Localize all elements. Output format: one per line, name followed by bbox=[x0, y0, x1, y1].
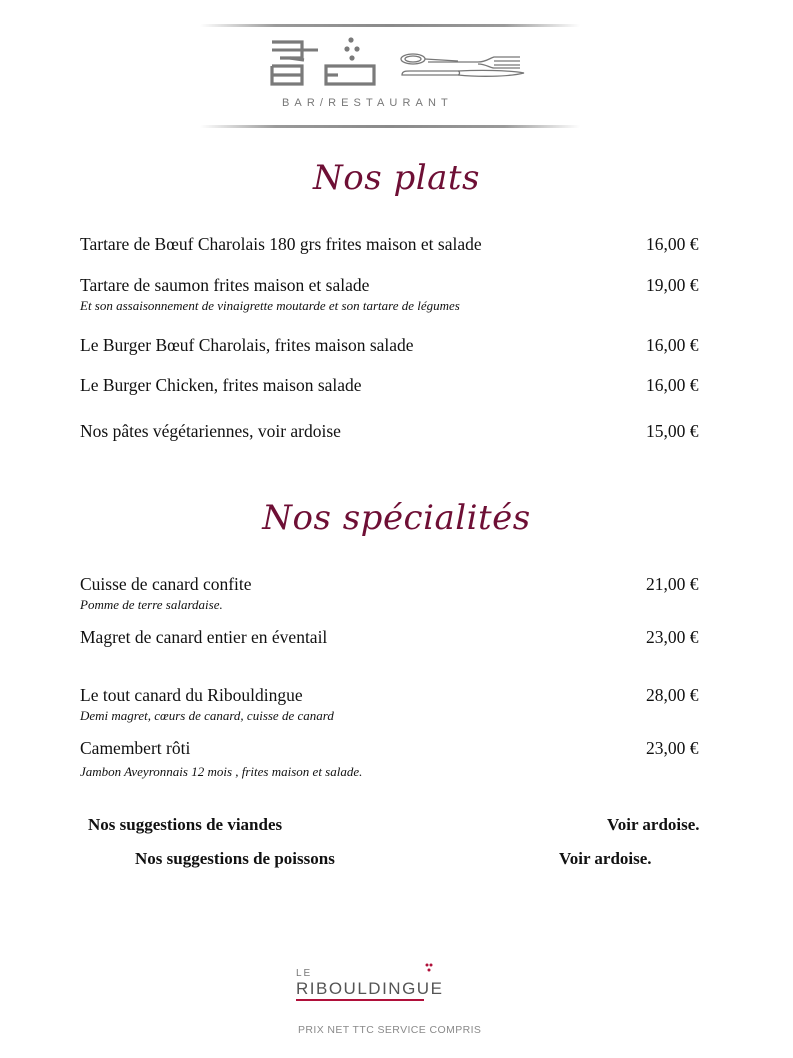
header-top-rule bbox=[200, 24, 580, 27]
menu-item-price: 16,00 € bbox=[646, 335, 699, 355]
suggestion-poissons-value: Voir ardoise. bbox=[559, 849, 652, 868]
menu-item-description: Pomme de terre salardaise. bbox=[80, 597, 223, 612]
suggestion-poissons-label: Nos suggestions de poissons bbox=[135, 849, 335, 868]
menu-item-name: Nos pâtes végétariennes, voir ardoise bbox=[80, 421, 341, 441]
footer-brand-name: RIBOULDINGUE bbox=[296, 979, 444, 998]
suggestion-viandes-label: Nos suggestions de viandes bbox=[88, 815, 283, 834]
section-title-plats: Nos plats bbox=[313, 158, 480, 198]
dots-icon bbox=[343, 36, 367, 64]
dots-icon bbox=[424, 962, 434, 976]
header-bottom-rule bbox=[200, 125, 580, 128]
footer-brand-underline bbox=[296, 999, 424, 1001]
footer-logo bbox=[296, 968, 496, 1004]
menu-item-price: 16,00 € bbox=[646, 375, 699, 395]
footer-note: PRIX NET TTC SERVICE COMPRIS bbox=[298, 1024, 482, 1036]
menu-item-name: Camembert rôti bbox=[80, 738, 191, 758]
menu-item-price: 21,00 € bbox=[646, 574, 699, 594]
menu-item-price: 15,00 € bbox=[646, 421, 699, 441]
logo-subtitle: BAR/RESTAURANT bbox=[282, 97, 453, 109]
menu-item-name: Tartare de Bœuf Charolais 180 grs frites maison et salade bbox=[80, 234, 482, 254]
menu-item-name: Cuisse de canard confite bbox=[80, 574, 252, 594]
menu-item-name: Tartare de saumon frites maison et salade bbox=[80, 275, 370, 295]
suggestion-viandes-value: Voir ardoise. bbox=[607, 815, 700, 834]
menu-item-price: 23,00 € bbox=[646, 627, 699, 647]
knife-icon bbox=[402, 70, 524, 76]
menu-item-description: Demi magret, cœurs de canard, cuisse de canard bbox=[80, 708, 334, 723]
menu-item-name: Le Burger Bœuf Charolais, frites maison salade bbox=[80, 335, 414, 355]
section-title-specialites: Nos spécialités bbox=[262, 498, 531, 538]
menu-item-price: 19,00 € bbox=[646, 275, 699, 295]
menu-item-name: Le tout canard du Ribouldingue bbox=[80, 685, 303, 705]
menu-item-price: 23,00 € bbox=[646, 738, 699, 758]
menu-item-price: 28,00 € bbox=[646, 685, 699, 705]
footer-brand-small: LE bbox=[296, 968, 313, 979]
rbd-logo bbox=[268, 38, 388, 88]
fork-icon bbox=[428, 57, 520, 68]
menu-item-name: Le Burger Chicken, frites maison salade bbox=[80, 375, 362, 395]
menu-item-price: 16,00 € bbox=[646, 234, 699, 254]
cutlery-illustration bbox=[398, 52, 528, 82]
menu-item-description: Jambon Aveyronnais 12 mois , frites maison et salade. bbox=[80, 764, 363, 779]
menu-item-description: Et son assaisonnement de vinaigrette moutarde et son tartare de légumes bbox=[80, 298, 460, 313]
menu-item-name: Magret de canard entier en éventail bbox=[80, 627, 328, 647]
